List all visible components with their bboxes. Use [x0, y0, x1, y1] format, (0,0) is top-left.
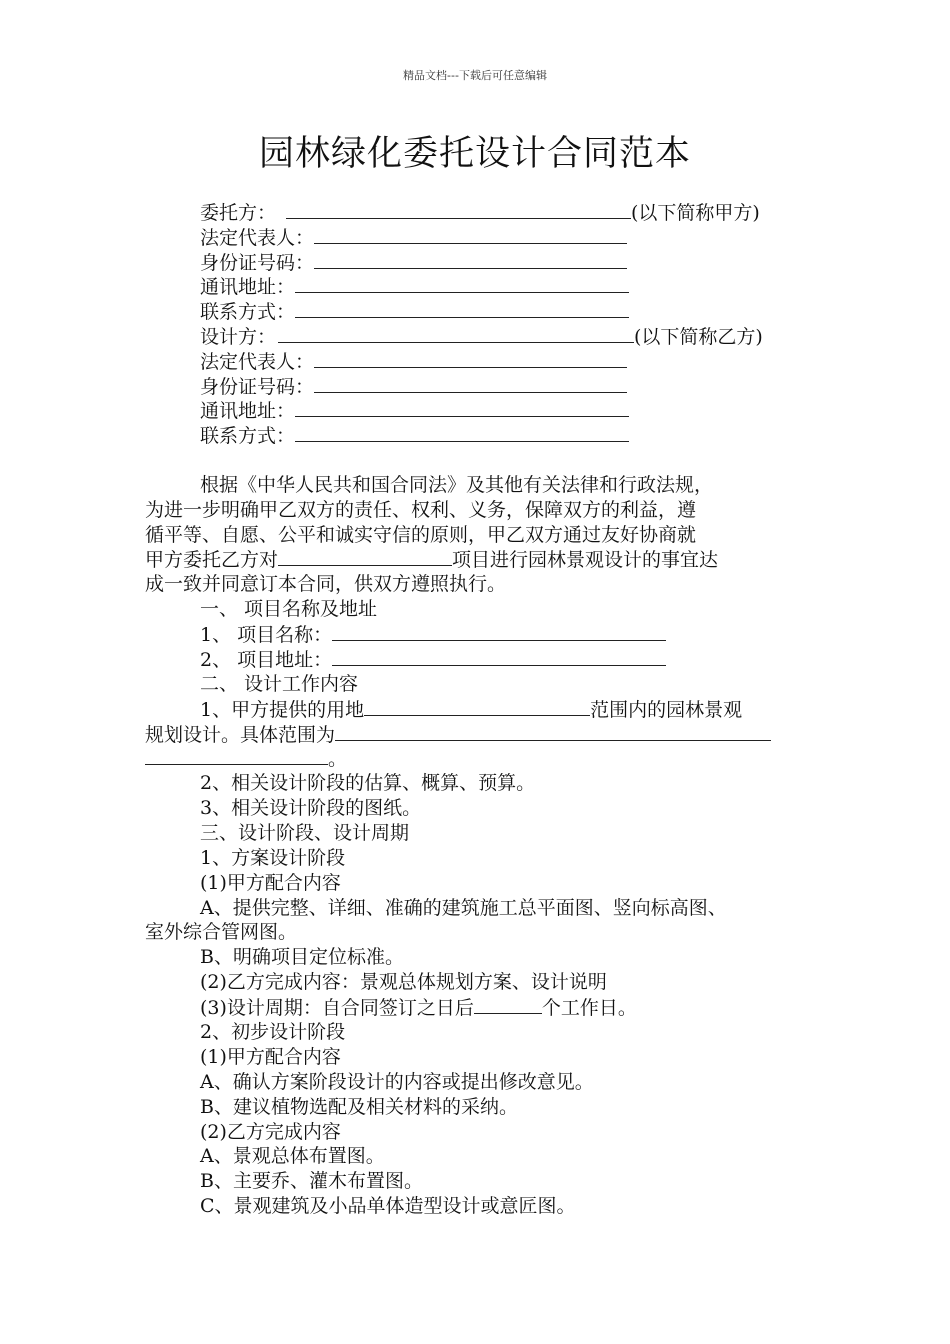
section-3-heading: 三、设计阶段、设计周期 — [200, 822, 410, 844]
field-label: 联系方式： — [200, 301, 296, 323]
item-text: (3)设计周期：自合同签订之日后 — [200, 997, 474, 1019]
party-a-suffix: (以下简称甲方) — [631, 202, 760, 224]
stage-1-heading: 1、方案设计阶段 — [200, 847, 346, 869]
sec2-item2: 2、相关设计阶段的估算、概算、预算。 — [200, 772, 536, 794]
document-title: 园林绿化委托设计合同范本 — [258, 134, 691, 174]
intro-text: 甲方委托乙方对 — [145, 549, 279, 571]
field-label: 身份证号码： — [200, 252, 315, 274]
project-address-line — [200, 647, 666, 673]
field-label: 法定代表人： — [200, 227, 315, 249]
party-a-contact — [200, 299, 629, 325]
field-label: 身份证号码： — [200, 376, 315, 398]
item-text: 范围内的园林景观 — [590, 699, 743, 721]
section-2-heading: 二、 设计工作内容 — [200, 673, 359, 695]
field-blank — [332, 647, 666, 666]
party-b-label: 设计方： — [200, 326, 277, 348]
days-blank — [474, 995, 542, 1014]
scope-blank-cont — [145, 746, 328, 765]
party-a-address — [200, 274, 629, 300]
party-a-label: 委托方： — [200, 202, 277, 224]
stage-1-item-b: B、明确项目定位标准。 — [200, 946, 404, 968]
field-label: 2、 项目地址： — [200, 649, 333, 671]
party-a-blank — [286, 200, 631, 219]
party-b-blank — [278, 324, 634, 343]
stage-1-part-1: (1)甲方配合内容 — [200, 872, 341, 894]
stage-2-content-a: A、景观总体布置图。 — [200, 1145, 385, 1167]
stage-2-part-1: (1)甲方配合内容 — [200, 1046, 341, 1068]
field-blank — [295, 398, 629, 417]
field-blank — [295, 299, 629, 318]
page-header: 精品文档---下载后可任意编辑 — [403, 69, 547, 82]
intro-line-3: 循平等、自愿、公平和诚实守信的原则，甲乙双方通过友好协商就 — [145, 524, 697, 546]
stage-1-part-2: (2)乙方完成内容：景观总体规划方案、设计说明 — [200, 971, 607, 993]
party-b-id — [200, 374, 627, 400]
intro-line-2: 为进一步明确甲乙双方的责任、权利、义务，保障双方的利益，遵 — [145, 499, 697, 521]
party-a-id — [200, 250, 627, 276]
field-label: 1、 项目名称： — [200, 624, 333, 646]
stage-1-part-3 — [200, 995, 637, 1021]
party-b-rep — [200, 349, 627, 375]
intro-line-5: 成一致并同意订本合同，供双方遵照执行。 — [145, 573, 507, 595]
field-label: 联系方式： — [200, 425, 296, 447]
scope-blank — [335, 722, 771, 741]
project-name-line — [200, 622, 666, 648]
field-label: 通讯地址： — [200, 400, 296, 422]
sec2-item1-line-3 — [145, 746, 347, 772]
field-blank — [314, 225, 627, 244]
item-text: 规划设计。具体范围为 — [145, 724, 336, 746]
field-blank — [314, 250, 627, 269]
party-b-line — [200, 324, 763, 350]
stage-1-item-a-cont: 室外综合管网图。 — [145, 921, 298, 943]
intro-line-4 — [145, 547, 718, 573]
party-a-line — [200, 200, 760, 226]
project-blank — [278, 547, 452, 566]
item-text: 个工作日。 — [541, 997, 637, 1019]
field-blank — [295, 274, 629, 293]
intro-line-1: 根据《中华人民共和国合同法》及其他有关法律和行政法规， — [200, 474, 714, 496]
field-blank — [314, 349, 627, 368]
stage-2-content-b: B、主要乔、灌木布置图。 — [200, 1170, 423, 1192]
item-text: 1、甲方提供的用地 — [200, 699, 365, 721]
stage-2-content-c: C、景观建筑及小品单体造型设计或意匠图。 — [200, 1195, 576, 1217]
intro-text: 项目进行园林景观设计的事宜达 — [452, 549, 719, 571]
item-text: 。 — [328, 748, 348, 770]
stage-1-item-a: A、提供完整、详细、准确的建筑施工总平面图、竖向标高图、 — [200, 897, 727, 919]
stage-2-heading: 2、初步设计阶段 — [200, 1021, 346, 1043]
sec2-item3: 3、相关设计阶段的图纸。 — [200, 797, 422, 819]
party-a-rep — [200, 225, 627, 251]
field-blank — [314, 374, 627, 393]
party-b-contact — [200, 423, 629, 449]
field-label: 法定代表人： — [200, 351, 315, 373]
section-1-heading: 一、 项目名称及地址 — [200, 598, 378, 620]
sec2-item1-line-2 — [145, 722, 771, 748]
field-blank — [332, 622, 666, 641]
field-label: 通讯地址： — [200, 276, 296, 298]
stage-2-part-2: (2)乙方完成内容 — [200, 1121, 341, 1143]
stage-2-item-a: A、确认方案阶段设计的内容或提出修改意见。 — [200, 1071, 594, 1093]
sec2-item1-line — [200, 697, 742, 723]
land-blank — [364, 697, 590, 716]
party-b-suffix: (以下简称乙方) — [634, 326, 763, 348]
party-b-address — [200, 398, 629, 424]
field-blank — [295, 423, 629, 442]
stage-2-item-b: B、建议植物选配及相关材料的采纳。 — [200, 1096, 518, 1118]
